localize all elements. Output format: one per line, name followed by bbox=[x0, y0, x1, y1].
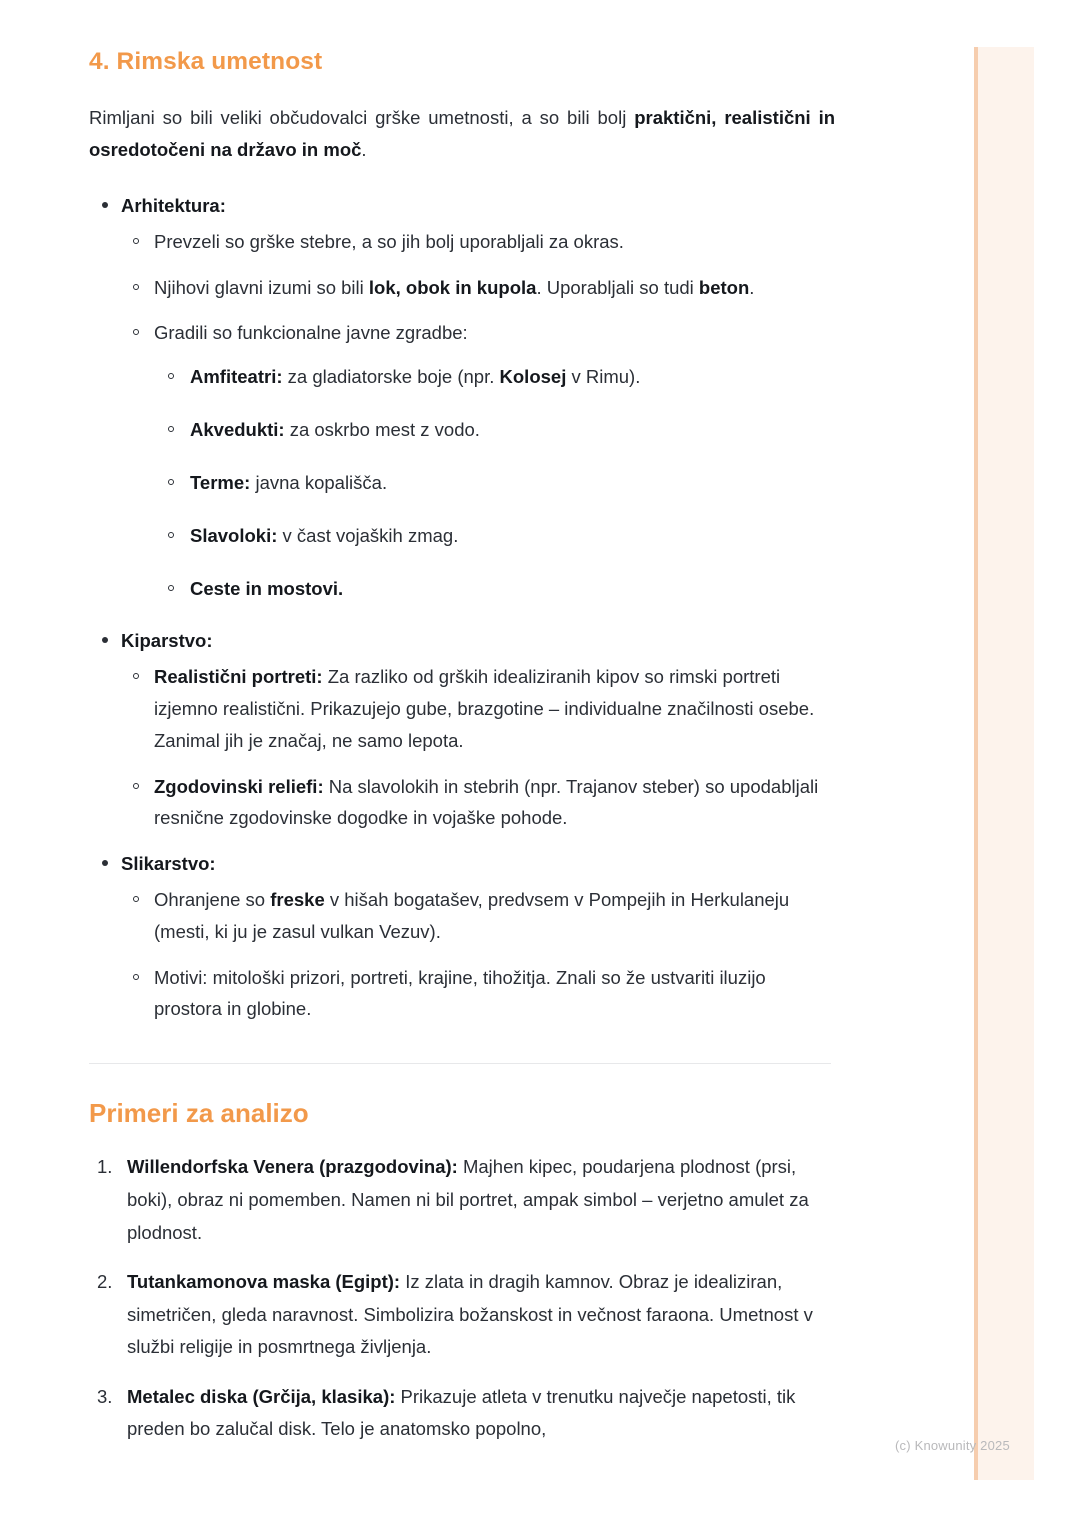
building-text-3: v čast vojaških zmag. bbox=[277, 524, 459, 546]
list-item bbox=[89, 1381, 835, 1446]
topic-sculpture-label: Kiparstvo: bbox=[121, 630, 213, 652]
architecture-point-1-pre: Njihovi glavni izumi so bili bbox=[154, 276, 369, 298]
sculpture-text-1: Na slavolokih in stebrih (npr. Trajanov steber) so upodabljali resnične zgodovinske dogodke in vojaške pohode. bbox=[154, 775, 819, 829]
building-types-list bbox=[154, 361, 835, 604]
intro-text-part2: . bbox=[361, 139, 367, 161]
list-item bbox=[121, 661, 835, 756]
topics-list bbox=[89, 190, 835, 1025]
architecture-point-0: Prevzeli so grške stebre, a so jih bolj uporabljali za okras. bbox=[154, 230, 624, 252]
intro-text-bold: praktični, realistični in osredotočeni na državo in moč bbox=[89, 107, 836, 161]
list-item bbox=[121, 226, 835, 258]
list-item bbox=[154, 573, 835, 605]
example-term-2: Metalec diska (Grčija, klasika): bbox=[127, 1385, 396, 1407]
painting-text-0-post: v hišah bogatašev, predvsem v Pompejih in Herkulaneju (mesti, ki ju je zasul vulkan Vezuv). bbox=[154, 889, 790, 942]
example-text-2: Prikazuje atleta v trenutku največje napetosti, tik preden bo zalučal disk. Telo je anatomsko popolno, bbox=[127, 1385, 796, 1440]
document-content bbox=[89, 47, 835, 1446]
list-item bbox=[89, 1266, 835, 1364]
building-term-4: Ceste in mostovi. bbox=[190, 577, 344, 599]
intro-paragraph bbox=[89, 102, 835, 166]
example-text-1: Iz zlata in dragih kamnov. Obraz je idealiziran, simetričen, gleda naravnost. Simbolizira božanskost in večnost faraona. Umetnost v službi religije in posmrtnega življenja. bbox=[127, 1271, 813, 1358]
building-term-3: Slavoloki: bbox=[190, 524, 278, 546]
page-title: 4. Rimska umetnost bbox=[89, 48, 323, 75]
architecture-point-1-bold2: beton bbox=[698, 276, 750, 298]
building-term-0: Amfiteatri: bbox=[190, 366, 283, 388]
building-text-2: javna kopališča. bbox=[250, 471, 388, 493]
list-item bbox=[154, 520, 835, 552]
painting-text-0-pre: Ohranjene so bbox=[154, 889, 271, 911]
building-text-0-post: v Rimu). bbox=[566, 366, 641, 388]
section-divider bbox=[89, 1063, 831, 1064]
examples-title: Primeri za analizo bbox=[89, 1098, 309, 1129]
topic-painting-label: Slikarstvo: bbox=[121, 853, 216, 875]
painting-text-1: Motivi: mitološki prizori, portreti, krajine, tihožitja. Znali so že ustvariti iluzijo prostora in globine. bbox=[154, 966, 766, 1020]
architecture-point-1-post: . bbox=[749, 276, 755, 298]
topic-architecture-label: Arhitektura: bbox=[121, 195, 226, 217]
building-term-1: Akvedukti: bbox=[190, 419, 285, 441]
sculpture-term-1: Zgodovinski reliefi: bbox=[154, 775, 324, 797]
building-text-0-pre: za gladiatorske boje (npr. bbox=[282, 366, 500, 388]
topic-painting bbox=[89, 848, 835, 1025]
topic-architecture bbox=[89, 190, 835, 604]
list-item bbox=[121, 272, 835, 304]
examples-list bbox=[89, 1151, 835, 1445]
list-item bbox=[121, 962, 835, 1026]
sculpture-text-0: Za razliko od grških idealiziranih kipov so rimski portreti izjemno realistični. Prikazujejo gube, brazgotine – individualne značilnosti osebe. Zanimal jih je značaj, ne samo lepota. bbox=[154, 666, 815, 751]
sculpture-term-0: Realistični portreti: bbox=[154, 666, 323, 688]
list-item bbox=[121, 317, 835, 604]
copyright-watermark: (c) Knowunity 2025 bbox=[895, 1438, 1010, 1453]
architecture-point-2: Gradili so funkcionalne javne zgradbe: bbox=[154, 322, 468, 344]
painting-text-0-bold: freske bbox=[270, 889, 325, 911]
building-text-0-bold: Kolosej bbox=[499, 366, 567, 388]
building-text-1: za oskrbo mest z vodo. bbox=[284, 419, 480, 441]
list-item bbox=[154, 414, 835, 446]
sculpture-points bbox=[121, 661, 835, 834]
topic-sculpture bbox=[89, 625, 835, 834]
building-term-2: Terme: bbox=[190, 471, 251, 493]
list-item bbox=[154, 467, 835, 499]
painting-points bbox=[121, 884, 835, 1025]
architecture-points bbox=[121, 226, 835, 605]
example-term-1: Tutankamonova maska (Egipt): bbox=[127, 1271, 401, 1293]
intro-text-part1: Rimljani so bili veliki občudovalci grške umetnosti, a so bili bolj bbox=[89, 107, 635, 129]
list-item bbox=[89, 1151, 835, 1249]
example-text-0: Majhen kipec, poudarjena plodnost (prsi, boki), obraz ni pomemben. Namen ni bil portret, ampak simbol – verjetno amulet za plodnost. bbox=[127, 1156, 809, 1243]
list-item bbox=[154, 361, 835, 393]
list-item bbox=[121, 884, 835, 948]
example-term-0: Willendorfska Venera (prazgodovina): bbox=[127, 1156, 458, 1178]
architecture-point-1-bold1: lok, obok in kupola bbox=[368, 276, 537, 298]
architecture-point-1-mid: . Uporabljali so tudi bbox=[536, 276, 699, 298]
list-item bbox=[121, 771, 835, 835]
